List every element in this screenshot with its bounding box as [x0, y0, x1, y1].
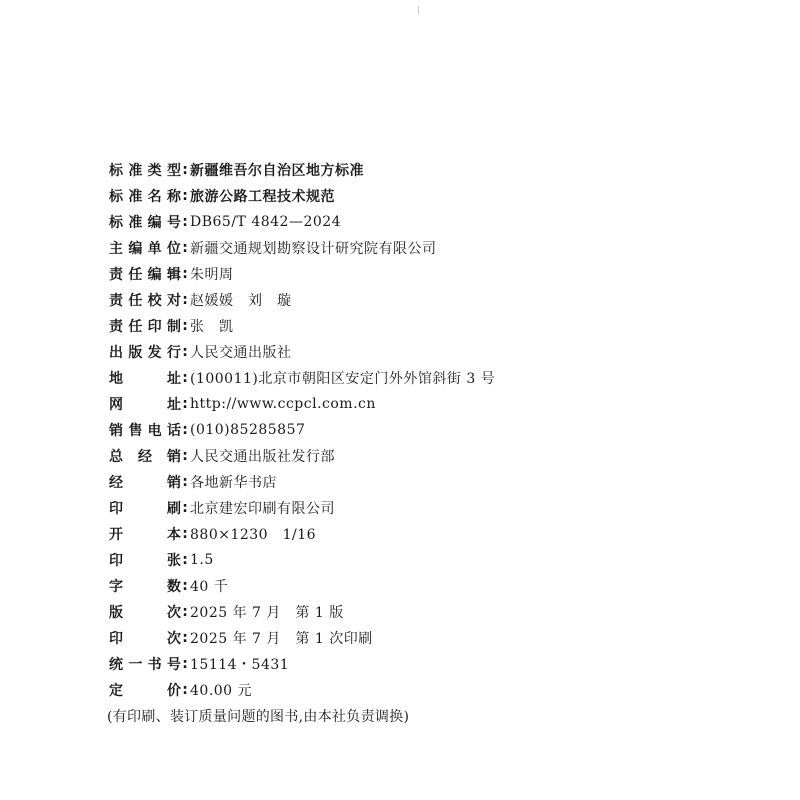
info-value: 15114・5431	[190, 657, 290, 673]
info-value: 40.00 元	[190, 683, 253, 699]
info-row-printer: 印刷 : 北京建宏印刷有限公司	[109, 500, 335, 517]
info-label: 印张	[109, 553, 181, 569]
info-row-book-number: 统一书号 : 15114・5431	[109, 656, 290, 673]
info-value: http://www.ccpcl.com.cn	[190, 396, 376, 412]
info-label: 印刷	[109, 501, 181, 517]
info-row-word-count: 字数 : 40 千	[109, 578, 229, 595]
info-row-standard-number: 标准编号 : DB65/T 4842—2024	[109, 214, 342, 231]
info-row-distributor: 经销 : 各地新华书店	[109, 474, 277, 491]
info-value: 北京建宏印刷有限公司	[190, 501, 335, 517]
info-label: 统一书号	[109, 657, 181, 673]
info-row-printed-sheets: 印张 : 1.5	[109, 552, 214, 569]
info-row-address: 地址 : (100011)北京市朝阳区安定门外外馆斜街 3 号	[109, 370, 496, 387]
info-label: 开本	[109, 527, 181, 543]
info-value: 各地新华书店	[190, 475, 277, 491]
info-value: 新疆交通规划勘察设计研究院有限公司	[190, 241, 437, 257]
info-label: 网址	[109, 397, 181, 413]
info-label: 印次	[109, 631, 181, 647]
info-value: 赵媛媛 刘 璇	[190, 293, 292, 309]
info-row-printing: 印次 : 2025 年 7 月 第 1 次印刷	[109, 630, 373, 647]
info-value: 旅游公路工程技术规范	[190, 189, 335, 205]
info-label: 地址	[109, 371, 181, 387]
info-label: 标准类型	[109, 163, 181, 179]
info-value: 40 千	[190, 579, 229, 595]
info-value: 人民交通出版社发行部	[190, 449, 335, 465]
info-value: DB65/T 4842—2024	[190, 214, 342, 230]
info-value: 1.5	[190, 552, 214, 568]
info-value: 2025 年 7 月 第 1 次印刷	[190, 631, 373, 647]
info-row-format: 开本 : 880×1230 1/16	[109, 526, 317, 543]
info-row-price: 定价 : 40.00 元	[109, 682, 253, 699]
info-label: 标准编号	[109, 215, 181, 231]
info-label: 经销	[109, 475, 181, 491]
publication-info-list	[109, 157, 709, 729]
info-row-proofreader: 责任校对 : 赵媛媛 刘 璇	[109, 292, 292, 309]
info-value: 张 凯	[190, 319, 234, 335]
info-label: 总经销	[109, 449, 181, 465]
info-row-standard-type: 标准类型 : 新疆维吾尔自治区地方标准	[109, 162, 364, 179]
info-value: 朱明周	[190, 267, 234, 283]
info-row-general-distributor: 总经销 : 人民交通出版社发行部	[109, 448, 335, 465]
info-row-website: 网址 : http://www.ccpcl.com.cn	[109, 396, 376, 413]
info-label: 责任编辑	[109, 267, 181, 283]
quality-notice: (有印刷、装订质量问题的图书,由本社负责调换)	[107, 709, 410, 725]
info-value: (100011)北京市朝阳区安定门外外馆斜街 3 号	[190, 371, 496, 387]
info-label: 定价	[109, 683, 181, 699]
info-row-publisher: 出版发行 : 人民交通出版社	[109, 344, 292, 361]
info-label: 标准名称	[109, 189, 181, 205]
info-label: 责任校对	[109, 293, 181, 309]
info-value: 新疆维吾尔自治区地方标准	[190, 163, 364, 179]
info-value: (010)85285857	[190, 422, 306, 438]
info-label: 责任印制	[109, 319, 181, 335]
info-value: 2025 年 7 月 第 1 版	[190, 605, 344, 621]
info-row-standard-name: 标准名称 : 旅游公路工程技术规范	[109, 188, 335, 205]
info-row-sales-phone: 销售电话 : (010)85285857	[109, 422, 306, 439]
info-value: 人民交通出版社	[190, 345, 292, 361]
info-label: 销售电话	[109, 423, 181, 439]
info-label: 主编单位	[109, 241, 181, 257]
info-value: 880×1230 1/16	[190, 527, 317, 543]
scan-artifact-line	[418, 6, 419, 14]
info-label: 字数	[109, 579, 181, 595]
info-label: 出版发行	[109, 345, 181, 361]
info-row-edition: 版次 : 2025 年 7 月 第 1 版	[109, 604, 344, 621]
info-row-chief-editor-unit: 主编单位 : 新疆交通规划勘察设计研究院有限公司	[109, 240, 437, 257]
info-row-responsible-editor: 责任编辑 : 朱明周	[109, 266, 234, 283]
info-label: 版次	[109, 605, 181, 621]
info-row-print-supervisor: 责任印制 : 张 凯	[109, 318, 234, 335]
